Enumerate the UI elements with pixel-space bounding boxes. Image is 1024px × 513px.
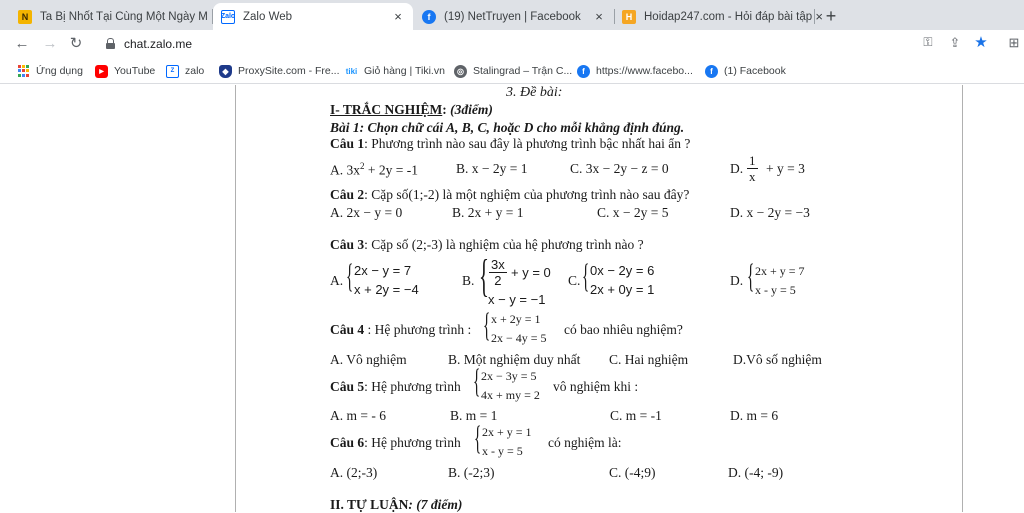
q3-d-eq1: 2x + y = 7 [755,264,805,278]
translate-icon[interactable]: ⊞ [1008,35,1020,50]
bookmark-star-icon[interactable]: ★ [974,34,988,51]
bookmark-zalo[interactable] [166,63,204,79]
q3-a-eq1: 2x − y = 7 [354,263,412,278]
bookmark-tiki[interactable] [345,63,445,79]
q6-option-a: A. (2;-3) [330,465,378,480]
q3-option-b-prefix: B. [462,273,475,288]
brace-icon: { [346,258,354,295]
key-icon[interactable]: ⚿ [923,35,933,49]
novel-icon: N [18,10,32,24]
brace-icon: { [474,420,482,457]
q3-b-fraction [489,257,507,288]
question-6 [330,435,461,451]
tab-separator [814,9,815,24]
q3-b-eq2: x − y = −1 [488,292,546,307]
question-2 [330,187,689,203]
reload-icon: ↻ [69,35,83,52]
tab-title: Ta Bị Nhốt Tại Cùng Một Ngày M [40,10,208,23]
hoidap-icon: H [622,10,636,24]
tab-title: (19) NetTruyen | Facebook [444,10,581,23]
facebook-icon: f [577,65,590,78]
zalo-icon: Zalo [221,10,235,24]
q5-eq1: 2x − 3y = 5 [481,369,537,383]
q3-option-a-prefix: A. [330,273,344,288]
bookmark-youtube[interactable] [95,63,155,79]
q4-option-b: B. Một nghiệm duy nhất [448,352,581,367]
address-bar[interactable] [96,33,920,55]
section-2-points: : (7 điểm) [408,497,463,512]
tab-nettruyen-facebook[interactable] [414,3,614,30]
bookmark-facebook-url[interactable] [577,63,693,79]
document-right-edge [962,85,963,512]
q4-eq2: 2x − 4y = 5 [491,331,547,345]
q6-option-c: C. (-4;9) [609,465,656,480]
close-icon[interactable]: × [815,9,823,24]
section-1-colon: : [442,102,447,117]
arrow-left-icon: ← [14,35,30,52]
tab-hoidap247[interactable] [614,3,823,30]
q3-option-c-prefix: C. [568,273,581,288]
q2-option-c: C. x − 2y = 5 [597,205,669,220]
q3-a-eq2: x + 2y = −4 [354,282,419,297]
q2-option-b: B. 2x + y = 1 [452,205,524,220]
tab-strip [0,0,1024,30]
question-text: : Hệ phương trình [364,435,461,450]
question-text: : Hệ phương trình : [367,322,472,337]
q6-eq1: 2x + y = 1 [482,425,532,439]
bookmark-stalingrad[interactable] [454,63,572,79]
question-text: : Hệ phương trình [364,379,461,394]
close-icon[interactable]: × [394,9,402,24]
question-label: Câu 3 [330,237,365,252]
q1-option-d-fraction [747,153,758,184]
question-4 [330,322,471,338]
question-text: : Phương trình nào sau đây là phương trình bậc nhất hai ẩn ? [364,136,691,151]
forward-button[interactable] [40,34,60,54]
q5-option-c: C. m = -1 [610,408,662,423]
bookmark-label: https://www.facebo... [596,65,693,77]
bookmark-label: YouTube [114,65,156,77]
exercise-1-instruction: Bài 1: Chọn chữ cái A, B, C, hoặc D cho mỗi khẳng định đúng. [330,120,685,135]
tab-title: Hoidap247.com - Hỏi đáp bài tập [644,10,813,23]
q4-option-c: C. Hai nghiệm [609,352,689,367]
q3-c-eq2: 2x + 0y = 1 [590,282,655,297]
q1-option-d-rest: + y = 3 [766,161,805,176]
shield-icon: ◆ [219,65,232,78]
question-label: Câu 5 [330,379,365,394]
fraction-denominator: 2 [494,273,502,288]
q6-eq2: x - y = 5 [482,444,523,458]
facebook-icon: f [422,10,436,24]
fraction-numerator: 3x [491,257,505,272]
tab-zalo-web[interactable] [213,3,413,30]
bookmarks-bar [0,58,1024,84]
q6-option-d: D. (-4; -9) [728,465,784,480]
q5-option-d: D. m = 6 [730,408,779,423]
question-label: Câu 1 [330,136,365,151]
option-superscript: 2 [360,161,365,171]
fraction-denominator: x [749,169,756,184]
q3-c-eq1: 0x − 2y = 6 [590,263,655,278]
question-label: Câu 6 [330,435,365,450]
bookmark-apps[interactable] [17,63,83,79]
section-1-title [330,102,493,118]
fraction-numerator: 1 [749,153,756,168]
exam-document [236,85,961,512]
brace-icon: { [582,258,590,295]
q4-option-d: D.Vô số nghiệm [733,352,822,367]
lock-icon [106,38,115,49]
bookmark-proxysite[interactable] [219,63,340,79]
close-icon[interactable]: × [595,9,603,24]
bookmark-label: Giỏ hàng | Tiki.vn [364,65,445,77]
globe-icon: ◎ [454,65,467,78]
question-text: : Cặp số(1;-2) là một nghiệm của phương trình nào sau đây? [364,187,690,202]
new-tab-button[interactable]: + [825,6,837,26]
q2-option-a: A. 2x − y = 0 [330,205,403,220]
bookmark-facebook[interactable] [705,63,786,79]
q5-option-b: B. m = 1 [450,408,498,423]
back-button[interactable] [12,34,32,54]
question-5 [330,379,461,395]
q4-option-a: A. Vô nghiệm [330,352,407,367]
reload-button[interactable] [66,34,86,54]
tiki-icon: tiki [345,66,358,76]
q3-b-eq1-rest: + y = 0 [511,265,551,280]
q1-option-c: C. 3x − 2y − z = 0 [570,161,669,176]
question-label: Câu 4 [330,322,368,337]
bookmark-label: Ứng dụng [36,65,83,77]
bookmark-label: ProxySite.com - Fre... [238,65,340,77]
share-icon[interactable]: ⇪ [949,35,961,50]
q4-eq1: x + 2y = 1 [491,312,541,326]
bookmark-label: zalo [185,65,205,77]
section-2-title [330,497,462,513]
q5-option-a: A. m = - 6 [330,408,386,423]
bookmark-label: (1) Facebook [724,65,786,77]
brace-icon: { [747,258,755,295]
question-1 [330,136,690,152]
q5-tail: vô nghiệm khi : [553,379,639,394]
q6-option-b: B. (-2;3) [448,465,495,480]
q1-option-b: B. x − 2y = 1 [456,161,528,176]
section-1-label: I- TRẮC NGHIỆM [330,102,443,117]
brace-icon: { [479,250,489,301]
question-label: Câu 2 [330,187,365,202]
tab-novel[interactable] [10,3,212,30]
facebook-icon: f [705,65,718,78]
option-text: A. 3x [330,162,360,178]
q2-option-d: D. x − 2y = −3 [730,205,810,220]
option-text-rest: + 2y = -1 [364,162,418,178]
browser-toolbar [0,30,1024,58]
q1-option-d-prefix: D. [730,161,744,176]
question-text: : Cặp số (2;-3) là nghiệm của hệ phương trình nào ? [364,237,644,252]
page-content [0,85,1024,512]
youtube-icon: ▶ [95,65,108,78]
q3-option-d-prefix: D. [730,273,744,288]
brace-icon: { [483,307,491,344]
section-2-label: II. TỰ LUẬN [330,497,409,512]
tab-title: Zalo Web [243,10,293,23]
arrow-right-icon: → [42,35,58,52]
q3-d-eq2: x - y = 5 [755,283,796,297]
section-1-points: (3điểm) [450,102,493,117]
q5-eq2: 4x + my = 2 [481,388,540,402]
section-heading: 3. Đề bài: [506,85,563,100]
bookmark-label: Stalingrad – Trận C... [473,65,573,77]
q1-option-a [330,161,418,179]
address-url: chat.zalo.me [124,37,193,51]
apps-grid-icon [17,65,30,78]
q6-tail: có nghiệm là: [548,435,622,450]
brace-icon: { [473,363,481,400]
q4-tail: có bao nhiêu nghiệm? [564,322,683,337]
zalo-icon: Z [166,65,179,78]
